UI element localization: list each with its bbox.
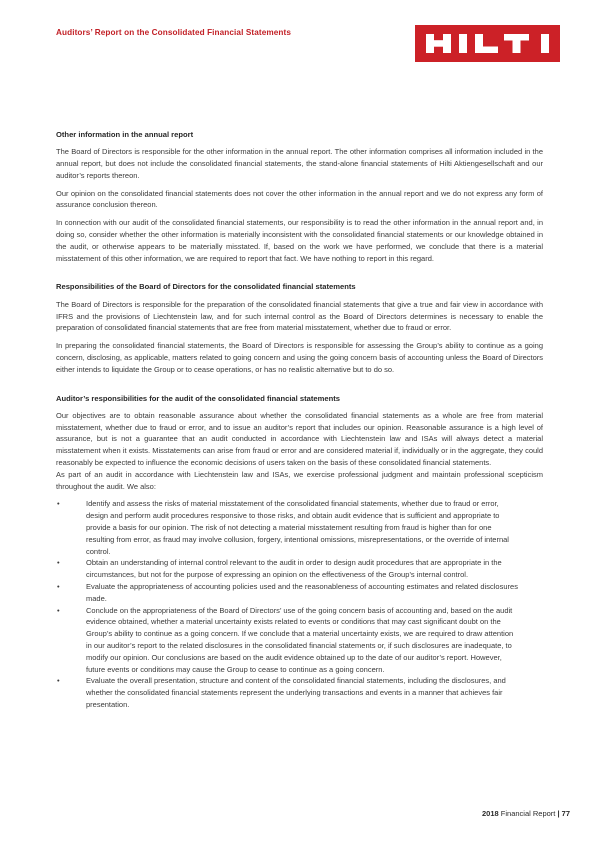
list-item-text: Conclude on the appropriateness of the Board of Directors’ use of the going concern basis of accounting and, based on the audit evidence obtained, whether a material uncertainty exists related to events or conditions that may cast significant doubt on the Group’s ability to continue as a going concern. If we conclude that a material uncertainty exists, we are required to draw attention in our auditor’s report to the related disclosures in the consolidated financial statements or, if such disclosures are inadequate, to modify our opinion. Our conclusions are based on the audit evidence obtained up to the date of our auditor’s report. However, future events or conditions may cause the Group to cease to continue as a going concern. (86, 605, 514, 674)
list-item (56, 675, 543, 710)
paragraph: The Board of Directors is responsible for the other information in the annual report. The other information comprises all information included in the annual report, but does not include the consolidated financial statements, the stand-alone financial statements of Hilti Aktiengesellschaft and our auditor’s reports thereon. (56, 147, 543, 180)
hilti-logo-icon (415, 25, 560, 62)
paragraph: Our objectives are to obtain reasonable assurance about whether the consolidated financial statements as a whole are free from material misstatement, whether due to fraud or error, and to issue an auditor’s report that includes our opinion. Reasonable assurance is a high level of assurance, but is not a guarantee that an audit conducted in accordance with Liechtenstein law and ISAs will always detect a material misstatement when it exists. Misstatements can arise from fraud or error and are considered material if, individually or in the aggregate, they could reasonably be expected to influence the economic decisions of users taken on the basis of these consolidated financial statements. (56, 410, 543, 468)
bullet-icon: • (57, 605, 60, 615)
hilti-logo (415, 25, 560, 62)
list-item (56, 581, 543, 605)
section-board-responsibilities (56, 281, 543, 375)
section-other-information (56, 129, 543, 264)
bullet-icon: • (57, 582, 60, 591)
paragraph: The Board of Directors is responsible for the preparation of the consolidated financial statements that give a true and fair view in accordance with IFRS and the provisions of Liechtenstein law, and for such internal control as the Board of Directors determines is necessary to enable the preparation of consolidated financial statements that are free from material misstatement, whether due to fraud or error. (56, 299, 543, 333)
list-item (56, 498, 543, 557)
footer-separator: | (557, 809, 562, 818)
page-footer (482, 808, 570, 819)
list-item-text: Evaluate the overall presentation, structure and content of the consolidated financial statements, including the disclosures, and whether the consolidated financial statements represent the underlying transactions and events in a manner that achieves fair presentation. (86, 676, 506, 709)
paragraph: In connection with our audit of the consolidated financial statements, our responsibility is to read the other information in the annual report and, in doing so, consider whether the other information is materially inconsistent with the consolidated financial statements or our knowledge obtained in the audit, or otherwise appears to be materially misstated. If, based on the work we have performed, we conclude that there is a material misstatement of this other information, we are required to report that fact. We have nothing to report in this regard. (56, 218, 543, 263)
list-item (56, 605, 543, 676)
list-item-text: Obtain an understanding of internal control relevant to the audit in order to design audit procedures that are appropriate in the circumstances, but not for the purpose of expressing an opinion on the effectiveness of the Group’s internal control. (86, 558, 502, 580)
footer-page-number: 77 (561, 809, 570, 818)
bullet-icon: • (57, 676, 60, 686)
page-title: Auditors’ Report on the Consolidated Financial Statements (56, 28, 291, 37)
section-heading: Responsibilities of the Board of Directors for the consolidated financial statements (56, 282, 356, 292)
list-item-text: Identify and assess the risks of material misstatement of the consolidated financial statements, whether due to fraud or error, design and perform audit procedures responsive to those risks, and obtain audit evidence that is sufficient and appropriate to provide a basis for our opinion. The risk of not detecting a material misstatement resulting from fraud is higher than for one resulting from error, as fraud may involve collusion, forgery, intentional omissions, misrepresentations, or the override of internal control. (86, 499, 509, 556)
section-heading: Other information in the annual report (56, 130, 194, 139)
list-item-text: Evaluate the appropriateness of accounting policies used and the reasonableness of accounting estimates and related disclosures made. (86, 582, 518, 603)
section-auditor-responsibilities (56, 393, 543, 711)
paragraph: In preparing the consolidated financial statements, the Board of Directors is responsible for assessing the Group’s ability to continue as a going concern, disclosing, as applicable, matters related to going concern and using the going concern basis of accounting unless the Board of Directors either intends to liquidate the Group or to cease operations, or has no realistic alternative but to do so. (56, 341, 543, 374)
bullet-icon: • (57, 558, 60, 568)
paragraph: Our opinion on the consolidated financial statements does not cover the other information in the annual report and we do not express any form of assurance conclusion thereon. (56, 188, 543, 210)
paragraph: As part of an audit in accordance with Liechtenstein law and ISAs, we exercise professional judgment and maintain professional scepticism throughout the audit. We also: (56, 469, 543, 491)
footer-report-label: Financial Report (498, 809, 558, 818)
audit-procedures-list (56, 498, 543, 710)
bullet-icon: • (57, 499, 60, 509)
footer-year: 2018 (482, 809, 499, 818)
report-body (56, 129, 543, 711)
list-item (56, 557, 543, 581)
section-heading: Auditor’s responsibilities for the audit of the consolidated financial statements (56, 393, 340, 403)
